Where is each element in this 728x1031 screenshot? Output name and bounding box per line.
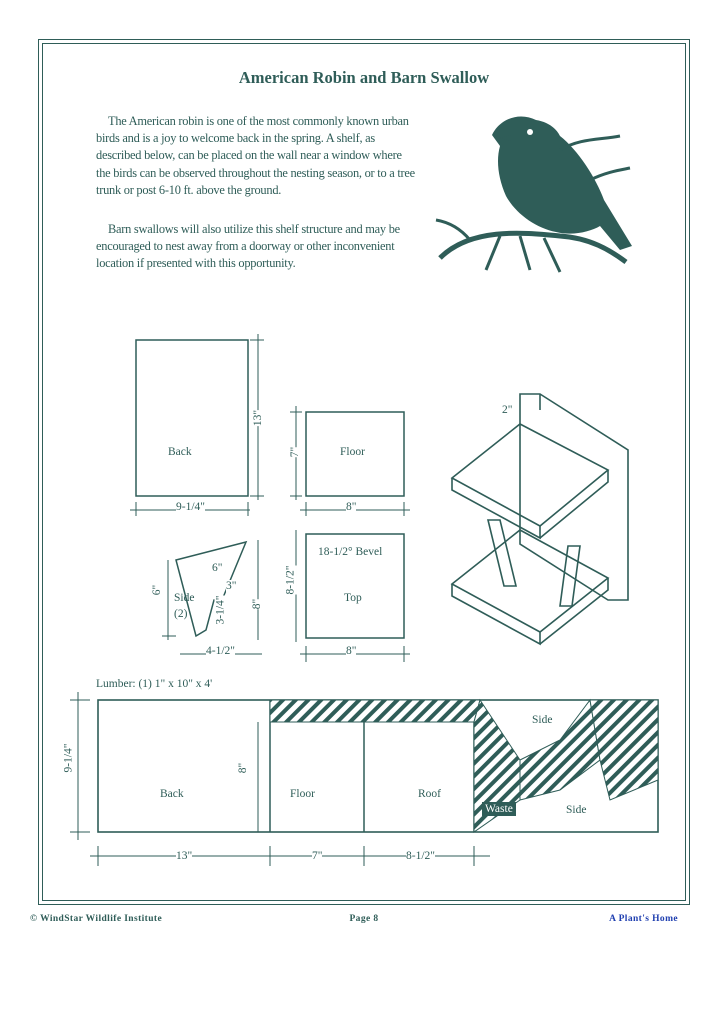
side-width-dim: 4-1/2" xyxy=(206,645,235,657)
robin-illustration-icon xyxy=(436,116,632,272)
side-inner-dim: 3-1/4" xyxy=(214,595,227,625)
lumber-back-label: Back xyxy=(160,788,184,800)
lumber-back-dim: 13" xyxy=(176,850,193,862)
lumber-waste-label: Waste xyxy=(482,802,516,816)
floor-height-dim: 7" xyxy=(289,446,302,458)
side-top-dim: 6" xyxy=(212,562,223,574)
page-title: American Robin and Barn Swallow xyxy=(238,68,490,87)
lumber-floor-dim: 7" xyxy=(312,850,323,862)
back-width-dim: 9-1/4" xyxy=(176,501,205,513)
top-width-dim: 8" xyxy=(346,645,357,657)
lumber-floor-label: Floor xyxy=(290,788,315,800)
back-piece-label: Back xyxy=(168,446,192,458)
lumber-roof-dim: 8-1/2" xyxy=(406,850,435,862)
footer-publication-title: A Plant's Home xyxy=(609,914,678,924)
top-height-dim: 8-1/2" xyxy=(284,565,297,595)
back-height-dim: 13" xyxy=(252,409,265,427)
side-left-dim: 6" xyxy=(151,584,164,596)
top-bevel-label: 18-1/2° Bevel xyxy=(318,546,383,558)
floor-piece-label: Floor xyxy=(340,446,365,458)
lumber-roof-label: Roof xyxy=(418,788,441,800)
assembled-shelf-drawing xyxy=(452,394,628,644)
footer-copyright: © WindStar Wildlife Institute xyxy=(30,914,163,924)
lumber-inner-height-dim: 8" xyxy=(237,762,250,774)
side-height-dim: 8" xyxy=(251,598,264,610)
side-notch-dim: 3" xyxy=(226,580,237,592)
lumber-side-label-1: Side xyxy=(532,714,553,726)
lumber-side-label-2: Side xyxy=(566,804,587,816)
side-piece-label: Side xyxy=(174,592,195,604)
lumber-height-dim: 9-1/4" xyxy=(62,743,75,773)
side-piece-count: (2) xyxy=(174,608,188,620)
floor-width-dim: 8" xyxy=(346,501,357,513)
intro-paragraph-swallow: Barn swallows will also utilize this shelf structure and may be encouraged to nest away from a doorway or other inconvenient location if presented with this opportunity. xyxy=(96,222,400,271)
top-piece-label: Top xyxy=(344,592,362,604)
footer-page-number: Page 8 xyxy=(349,914,379,924)
iso-dim-label: 2" xyxy=(502,404,513,416)
lumber-caption: Lumber: (1) 1" x 10" x 4' xyxy=(96,678,213,690)
intro-paragraph-robin: The American robin is one of the most commonly known urban birds and is a joy to welcome back in the spring. A shelf, as described below, can be placed on the wall near a window where the birds can be observed throughout the nesting season, or to a tree trunk or post 6-10 ft. above the ground. xyxy=(96,114,415,197)
